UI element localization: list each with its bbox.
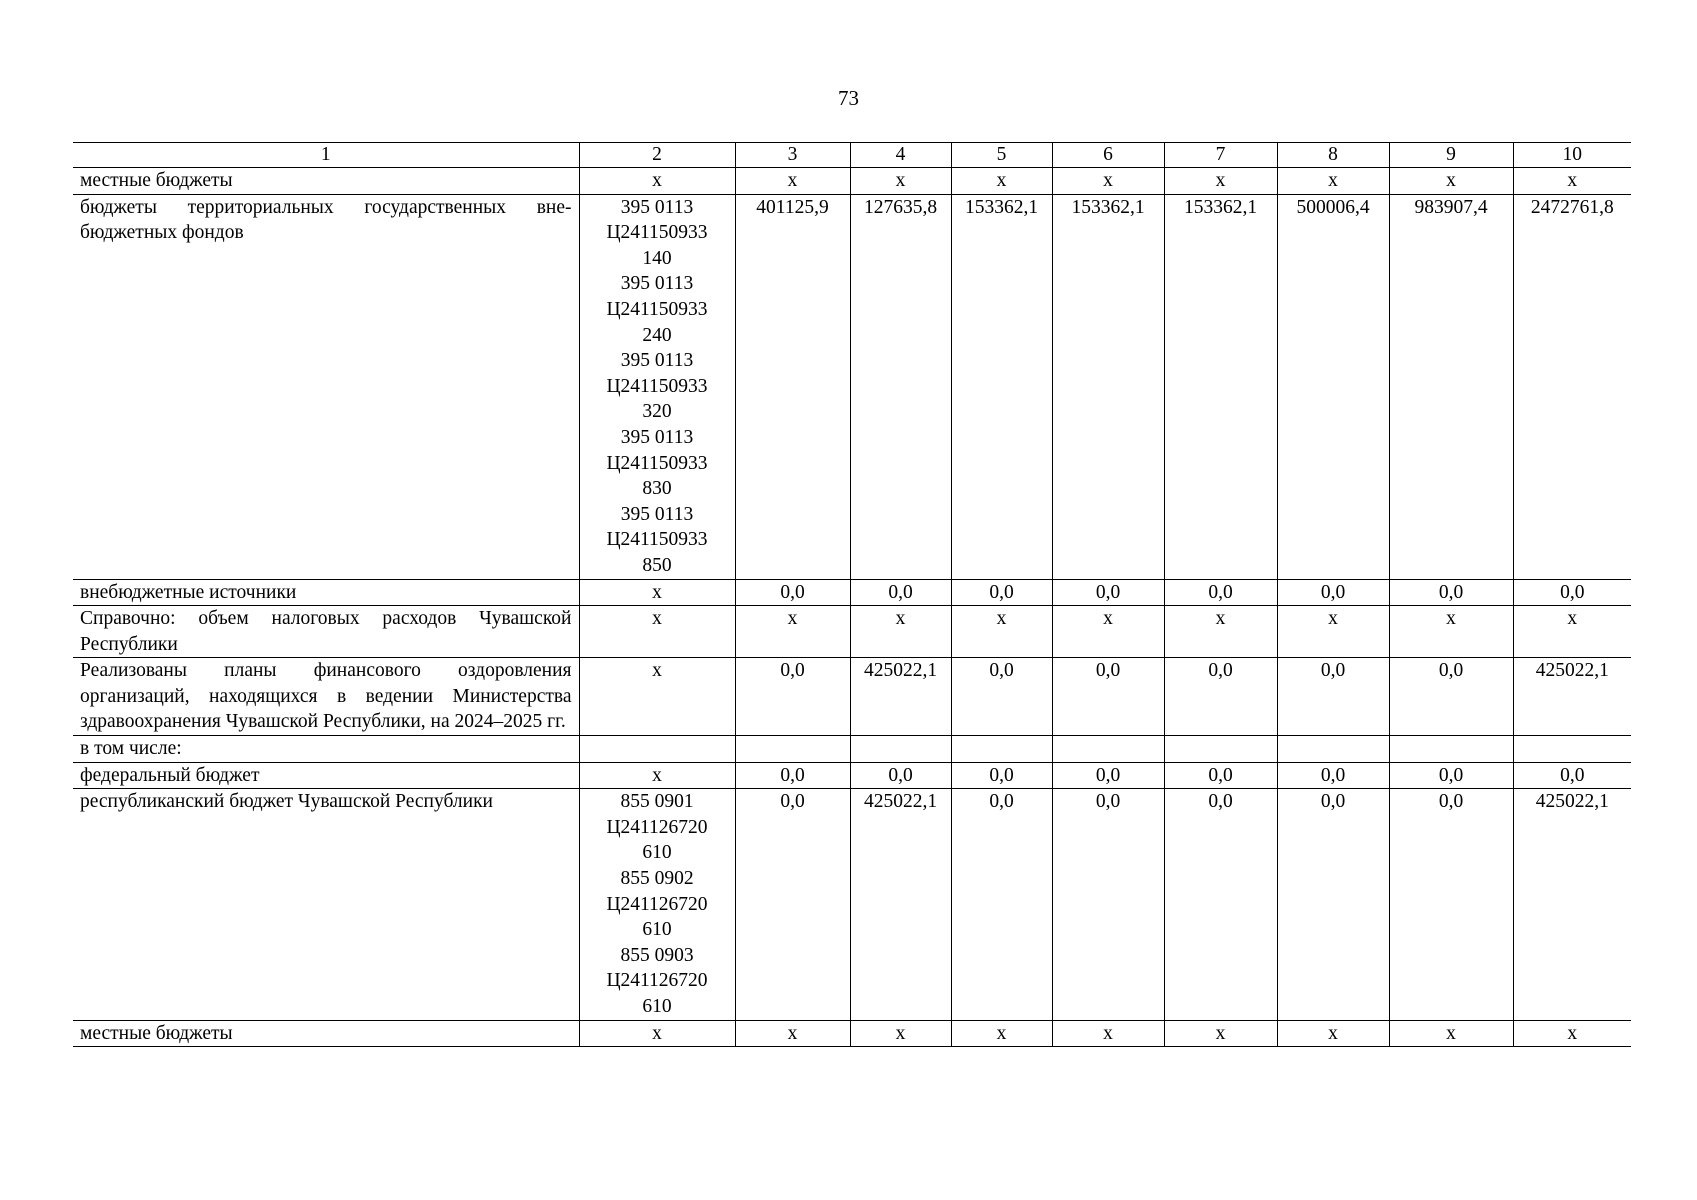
row-label: федеральный бюджет (73, 762, 579, 789)
value-cell-col-10 (1513, 736, 1631, 763)
budget-code-line: х (652, 608, 662, 630)
budget-code-line: 140 (642, 247, 672, 269)
table-row (73, 606, 1631, 658)
budget-code-line: х (652, 764, 662, 786)
value-cell-col-8: 0,0 (1277, 789, 1389, 1020)
column-header-8: 8 (1277, 143, 1389, 168)
value-cell-col-3: 401125,9 (735, 194, 850, 579)
value-cell-col-8: 0,0 (1277, 762, 1389, 789)
row-label: Справочно: объем налоговых расходов Чувашской Республики (73, 606, 579, 658)
value-cell-col-5: 0,0 (951, 658, 1052, 736)
value-cell-col-10: 425022,1 (1513, 658, 1631, 736)
value-cell-col-7: 153362,1 (1164, 194, 1277, 579)
budget-code-line: Ц241150933 (606, 375, 708, 397)
column-header-7: 7 (1164, 143, 1277, 168)
budget-code-line: 395 0113 (620, 196, 694, 218)
budget-code-line: Ц241150933 (606, 529, 708, 551)
value-cell-col-6: 153362,1 (1052, 194, 1164, 579)
budget-code-cell (579, 658, 735, 736)
budget-code-line: 855 0901 (620, 791, 694, 813)
budget-code-line: Ц241126720 (606, 816, 708, 838)
value-cell-col-5: 0,0 (951, 579, 1052, 606)
page-number: 73 (838, 86, 859, 110)
budget-code-line: 240 (642, 324, 672, 346)
budget-code-cell (579, 789, 735, 1020)
budget-code-cell (579, 168, 735, 195)
value-cell-col-6: х (1052, 606, 1164, 658)
budget-code-line: Ц241126720 (606, 893, 708, 915)
value-cell-col-6: 0,0 (1052, 762, 1164, 789)
value-cell-col-4: 127635,8 (850, 194, 951, 579)
value-cell-col-6: х (1052, 1020, 1164, 1047)
value-cell-col-10: 425022,1 (1513, 789, 1631, 1020)
budget-code-cell (579, 736, 735, 763)
value-cell-col-5: х (951, 1020, 1052, 1047)
column-header-1: 1 (73, 143, 579, 168)
value-cell-col-6: 0,0 (1052, 789, 1164, 1020)
value-cell-col-3: х (735, 606, 850, 658)
value-cell-col-9: 0,0 (1389, 579, 1513, 606)
budget-code-cell (579, 194, 735, 579)
value-cell-col-6: 0,0 (1052, 579, 1164, 606)
budget-code-line: 855 0902 (620, 868, 694, 890)
value-cell-col-7: 0,0 (1164, 762, 1277, 789)
value-cell-col-5: х (951, 168, 1052, 195)
column-header-9: 9 (1389, 143, 1513, 168)
budget-code-line: 610 (642, 996, 672, 1017)
value-cell-col-10: 0,0 (1513, 579, 1631, 606)
value-cell-col-10: 2472761,8 (1513, 194, 1631, 579)
budget-code-line: Ц241150933 (606, 222, 708, 244)
table-row (73, 1020, 1631, 1047)
value-cell-col-6: х (1052, 168, 1164, 195)
table-row (73, 658, 1631, 736)
value-cell-col-3: 0,0 (735, 658, 850, 736)
row-label: в том числе: (73, 736, 579, 763)
table-row (73, 579, 1631, 606)
value-cell-col-8: х (1277, 168, 1389, 195)
table-row (73, 762, 1631, 789)
value-cell-col-8: х (1277, 1020, 1389, 1047)
value-cell-col-8 (1277, 736, 1389, 763)
row-label: местные бюджеты (73, 168, 579, 195)
column-header-6: 6 (1052, 143, 1164, 168)
column-header-2: 2 (579, 143, 735, 168)
value-cell-col-6 (1052, 736, 1164, 763)
column-header-4: 4 (850, 143, 951, 168)
budget-code-line: 830 (642, 478, 672, 500)
value-cell-col-3: х (735, 168, 850, 195)
budget-code-cell (579, 579, 735, 606)
budget-code-line: 610 (642, 919, 672, 941)
budget-code-line: х (652, 1022, 662, 1044)
value-cell-col-4 (850, 736, 951, 763)
budget-code-line: 320 (642, 401, 672, 423)
budget-code-cell (579, 1020, 735, 1047)
value-cell-col-4: х (850, 168, 951, 195)
budget-code-line: Ц241150933 (606, 298, 708, 320)
budget-code-line: Ц241150933 (606, 452, 708, 474)
budget-code-line: х (652, 660, 662, 682)
budget-code-line: 610 (642, 842, 672, 864)
value-cell-col-3: х (735, 1020, 850, 1047)
value-cell-col-4: 0,0 (850, 579, 951, 606)
value-cell-col-4: 425022,1 (850, 789, 951, 1020)
value-cell-col-7: 0,0 (1164, 579, 1277, 606)
budget-code-cell (579, 762, 735, 789)
budget-code-cell (579, 606, 735, 658)
value-cell-col-5 (951, 736, 1052, 763)
budget-code-line: 395 0113 (620, 350, 694, 372)
value-cell-col-8: 0,0 (1277, 579, 1389, 606)
value-cell-col-7 (1164, 736, 1277, 763)
budget-code-line: 855 0903 (620, 944, 694, 966)
value-cell-col-3: 0,0 (735, 789, 850, 1020)
value-cell-col-4: х (850, 1020, 951, 1047)
value-cell-col-6: 0,0 (1052, 658, 1164, 736)
value-cell-col-7: 0,0 (1164, 789, 1277, 1020)
value-cell-col-10: х (1513, 606, 1631, 658)
budget-code-line: 850 (642, 554, 672, 576)
table-row (73, 789, 1631, 1020)
column-header-5: 5 (951, 143, 1052, 168)
value-cell-col-3 (735, 736, 850, 763)
budget-code-line: 395 0113 (620, 503, 694, 525)
value-cell-col-10: 0,0 (1513, 762, 1631, 789)
table-header-row (73, 143, 1631, 168)
value-cell-col-9 (1389, 736, 1513, 763)
value-cell-col-9: х (1389, 606, 1513, 658)
value-cell-col-4: х (850, 606, 951, 658)
value-cell-col-9: 983907,4 (1389, 194, 1513, 579)
value-cell-col-3: 0,0 (735, 579, 850, 606)
value-cell-col-9: х (1389, 168, 1513, 195)
row-label: Реализованы планы финансового оздоровления организаций, находящихся в ведении Министерства здравоохранения Чувашской Республики, на 2024–2025 гг. (73, 658, 579, 736)
value-cell-col-3: 0,0 (735, 762, 850, 789)
budget-code-line: 395 0113 (620, 426, 694, 448)
value-cell-col-10: х (1513, 168, 1631, 195)
value-cell-col-9: 0,0 (1389, 658, 1513, 736)
budget-table (73, 142, 1631, 1047)
value-cell-col-4: 425022,1 (850, 658, 951, 736)
value-cell-col-5: х (951, 606, 1052, 658)
value-cell-col-7: х (1164, 606, 1277, 658)
value-cell-col-8: 500006,4 (1277, 194, 1389, 579)
value-cell-col-5: 153362,1 (951, 194, 1052, 579)
value-cell-col-9: 0,0 (1389, 789, 1513, 1020)
budget-code-line (587, 736, 728, 762)
value-cell-col-10: х (1513, 1020, 1631, 1047)
value-cell-col-5: 0,0 (951, 762, 1052, 789)
value-cell-col-8: х (1277, 606, 1389, 658)
value-cell-col-7: х (1164, 1020, 1277, 1047)
value-cell-col-9: 0,0 (1389, 762, 1513, 789)
value-cell-col-8: 0,0 (1277, 658, 1389, 736)
table-row (73, 194, 1631, 579)
budget-code-line: 395 0113 (620, 273, 694, 295)
row-label: республиканский бюджет Чувашской Республики (73, 789, 579, 1020)
column-header-10: 10 (1513, 143, 1631, 168)
row-label: бюджеты территориальных государственных внебюджетных фондов (73, 194, 579, 579)
column-header-3: 3 (735, 143, 850, 168)
value-cell-col-7: 0,0 (1164, 658, 1277, 736)
value-cell-col-7: х (1164, 168, 1277, 195)
budget-code-line: х (652, 581, 662, 603)
budget-code-line: Ц241126720 (606, 970, 708, 992)
row-label: внебюджетные источники (73, 579, 579, 606)
budget-code-line: х (652, 170, 662, 191)
table-row (73, 168, 1631, 195)
table-row (73, 736, 1631, 763)
value-cell-col-9: х (1389, 1020, 1513, 1047)
value-cell-col-5: 0,0 (951, 789, 1052, 1020)
value-cell-col-4: 0,0 (850, 762, 951, 789)
row-label: местные бюджеты (73, 1020, 579, 1047)
